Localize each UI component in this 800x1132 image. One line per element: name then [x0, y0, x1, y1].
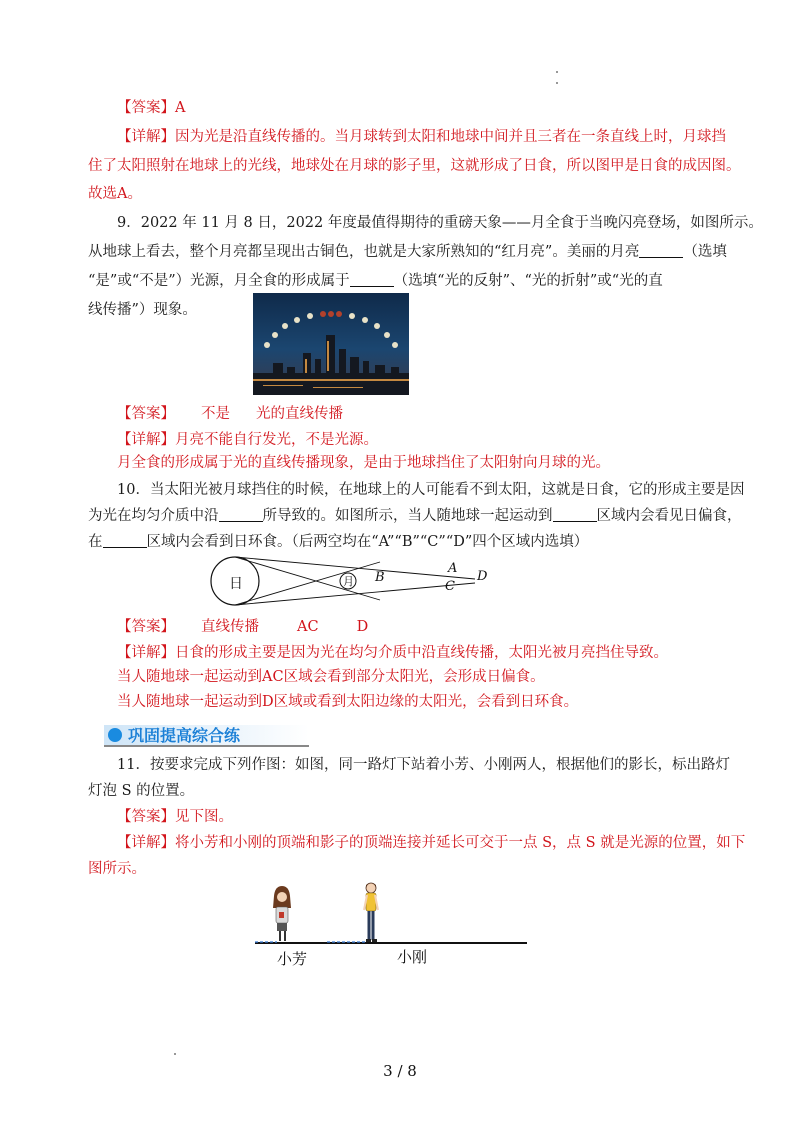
- q9-text-line-1: 9．2022 年 11 月 8 日，2022 年度最值得期待的重磅天象——月全食于当晚闪亮登场，如图所示。: [117, 215, 763, 231]
- q11-text-line-2: 灯泡 S 的位置。: [88, 783, 195, 799]
- q10-answer-1: 直线传播: [201, 619, 259, 635]
- blank: [219, 507, 263, 522]
- q10-detail-line-1: 【详解】日食的形成主要是因为光在均匀介质中沿直线传播，太阳光被月亮挡住导致。: [117, 645, 668, 661]
- q9-answer-2: 光的直线传播: [256, 406, 343, 422]
- q11-answer: 见下图。: [175, 809, 233, 825]
- moon-label: 月: [343, 575, 354, 588]
- q9-detail-line-2: 月全食的形成属于光的直线传播现象，是由于地球挡住了太阳射向月球的光。: [117, 455, 610, 471]
- q8-detail-line-3: 故选A。: [88, 186, 142, 202]
- sun-label: 日: [229, 576, 243, 592]
- girl-name-label: 小芳: [277, 950, 308, 968]
- q9-text-line-4: 线传播”）现象。: [88, 302, 197, 318]
- speck: [556, 82, 558, 84]
- q10-detail-line-3: 当人随地球一起运动到D区域或看到太阳边缘的太阳光，会看到日环食。: [117, 694, 579, 710]
- region-label-a: A: [448, 561, 458, 576]
- speck: [174, 1053, 176, 1055]
- lunar-eclipse-photo: [253, 293, 409, 395]
- q10-text-line-2: 为光在均匀介质中沿 所导致的。如图所示，当人随地球一起运动到 区域内会看见日偏食，: [88, 508, 742, 524]
- region-label-c: C: [445, 579, 455, 594]
- region-label-d: D: [477, 569, 488, 584]
- q10-text-line-3: 在 区域内会看到日环食。（后两空均在“A”“B”“C”“D”四个区域内选填）: [88, 534, 589, 550]
- q11-text-line-1: 11．按要求完成下列作图：如图，同一路灯下站着小芳、小刚两人，根据他们的影长，标出路灯: [117, 757, 730, 773]
- answer-label: 【答案】: [117, 100, 175, 116]
- girl-figure: [273, 886, 291, 941]
- q10-detail-line-2: 当人随地球一起运动到AC区域会看到部分太阳光，会形成日偏食。: [117, 669, 545, 685]
- q9-answer-1: 不是: [201, 406, 230, 422]
- section-title: 巩固提高综合练: [128, 726, 241, 745]
- speck: [556, 71, 558, 73]
- streetlight-figure: [255, 880, 535, 970]
- q8-detail-line-1: 【详解】因为光是沿直线传播的。当月球转到太阳和地球中间并且三者在一条直线上时，月球挡: [117, 129, 726, 145]
- q10-answer-3: D: [356, 619, 369, 635]
- region-label-b: B: [375, 570, 385, 585]
- q10-answer-2: AC: [297, 619, 319, 635]
- blank: [350, 272, 394, 287]
- eclipse-diagram: [205, 553, 495, 611]
- q8-detail-line-2: 住了太阳照射在地球上的光线，地球处在月球的影子里，这就形成了日食，所以图甲是日食的成因图。: [88, 158, 741, 174]
- q9-text-line-2: 从地球上看去，整个月亮都呈现出古铜色，也就是大家所熟知的“红月亮”。美丽的月亮 （选填: [88, 244, 727, 260]
- blank: [553, 507, 597, 522]
- q9-text-line-3: “是”或“不是”）光源，月全食的形成属于 （选填“光的反射”、“光的折射”或“光的直: [88, 273, 663, 289]
- boy-name-label: 小刚: [397, 948, 428, 966]
- q9-answer-line: 【答案】 不是 光的直线传播: [117, 406, 343, 422]
- q11-answer-line: 【答案】见下图。: [117, 809, 233, 825]
- q9-detail-line-1: 【详解】月亮不能自行发光，不是光源。: [117, 432, 378, 448]
- q11-detail-line-2: 图所示。: [88, 861, 146, 877]
- page-number: 3 / 8: [383, 1062, 417, 1080]
- q10-text-line-1: 10．当太阳光被月球挡住的时候，在地球上的人可能看不到太阳，这就是日食，它的形成主要是因: [117, 482, 745, 498]
- q8-answer-line: [117, 98, 185, 118]
- blank: [639, 243, 683, 258]
- q10-answer-line: 【答案】 直线传播 AC D: [117, 619, 369, 635]
- detail-label: 【详解】: [117, 129, 175, 145]
- boy-figure: [364, 883, 378, 942]
- blank: [103, 533, 147, 548]
- q11-detail-line-1: 【详解】将小芳和小刚的顶端和影子的顶端连接并延长可交于一点 S，点 S 就是光源的位置，如下: [117, 835, 746, 851]
- q8-answer: A: [175, 100, 186, 116]
